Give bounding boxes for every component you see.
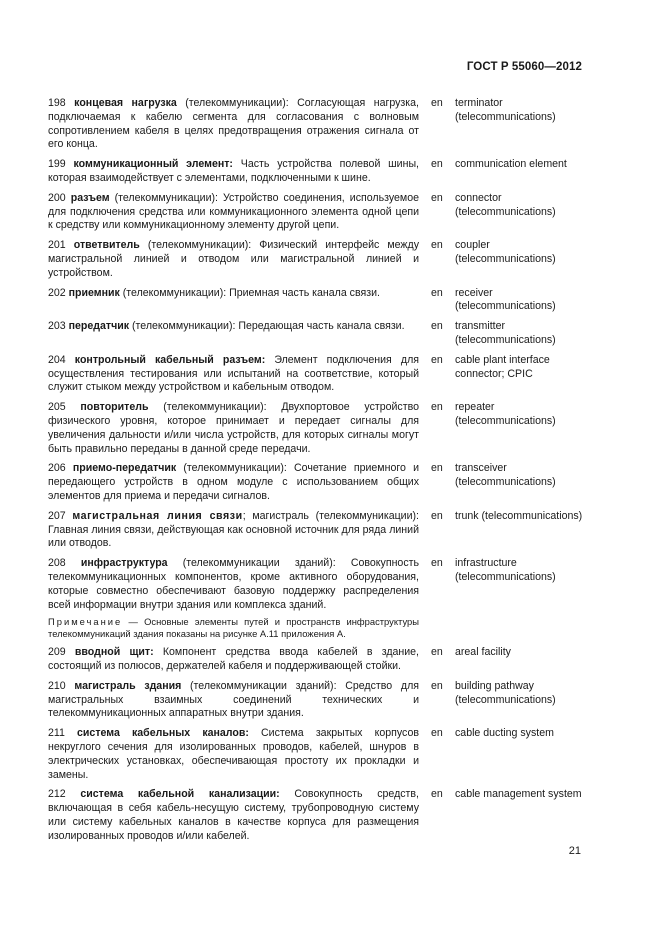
entry-note: [48, 616, 419, 640]
entry-lang: en: [431, 679, 443, 692]
entry-definition: (телекоммуникации): Двухпортовое устройство физического уровня, которое принимает и передает сигналы для увеличения дальности и/или числа устройств, для которых сигналы могут быть правильно переданы в данной среде передачи.: [48, 401, 419, 455]
entry-number: 212: [48, 788, 66, 801]
page-number: 21: [568, 845, 581, 857]
entry-term: коммуникационный элемент:: [73, 158, 233, 171]
entry-term: вводной щит:: [74, 646, 154, 659]
entry-number: 211: [48, 727, 65, 740]
entry-lang: en: [431, 727, 443, 740]
entry-english: repeater (telecommunications): [455, 401, 556, 427]
entry-term: система кабельных каналов:: [77, 727, 249, 740]
entry-number: 208: [48, 557, 66, 570]
entry-number: 207: [48, 509, 66, 522]
glossary-entry: [48, 239, 588, 280]
entry-definition: Часть устройства полевой шины, которая взаимодействует с элементами, подключенными к шине.: [48, 158, 419, 184]
entry-definition: Система закрытых корпусов некруглого сечения для изолированных проводов, кабелей, шнуров в электрических установках, обеспечивающая простоту их прокладки и замены.: [48, 727, 419, 781]
entry-number: 198: [48, 97, 66, 109]
entry-term: магистральная линия связи: [72, 509, 243, 522]
entry-english: coupler (telecommunications): [455, 239, 556, 265]
entry-number: 202: [48, 286, 66, 299]
entry-lang: en: [431, 158, 443, 171]
entry-lang: en: [431, 401, 443, 414]
entry-definition: Элемент подключения для осуществления тестирования или испытаний на соответствие, который служит стыком между устройством и кабельным отводом.: [48, 353, 419, 394]
entry-term: инфраструктура: [80, 557, 168, 570]
entry-number: 206: [48, 462, 66, 475]
entry-english: trunk (telecommunications): [455, 509, 583, 522]
entry-number: 200: [48, 191, 66, 204]
entry-lang: en: [431, 320, 443, 333]
entry-definition: (телекоммуникации): Сочетание приемного и передающего устройств в одном модуле с использованием общих элементов для приема и передачи сигналов.: [48, 462, 419, 502]
glossary-entry: [48, 680, 588, 721]
entry-lang: en: [431, 557, 443, 570]
entry-lang: en: [431, 353, 443, 366]
glossary-entries: [48, 97, 588, 844]
entry-term: разъем: [70, 191, 110, 204]
entry-definition: (телекоммуникации зданий): Средство для магистральных взаимных соединений технических и телекоммуникационных аппаратных внутри здания.: [48, 679, 419, 720]
document-id: ГОСТ Р 55060—2012: [466, 61, 582, 73]
entry-lang: en: [431, 191, 443, 204]
glossary-entry: [48, 320, 588, 348]
entry-english: cable management system: [455, 788, 582, 801]
glossary-entry: [48, 287, 588, 315]
glossary-entry: [48, 401, 588, 456]
entry-definition: Совокупность средств, включающая в себя кабель-несущую систему, трубопроводную систему или систему кабельных каналов в качестве корпуса для размещения изолированных проводов и/или кабелей.: [48, 788, 419, 842]
glossary-entry: [48, 557, 588, 640]
entry-lang: en: [431, 97, 443, 109]
glossary-entry: [48, 462, 588, 503]
entry-term: концевая нагрузка: [74, 97, 177, 109]
entry-number: 205: [48, 401, 66, 414]
entry-lang: en: [431, 788, 443, 801]
entry-term: передатчик: [68, 320, 130, 333]
entry-term: повторитель: [80, 401, 149, 414]
entry-lang: en: [431, 286, 443, 299]
entry-lang: en: [431, 509, 443, 522]
glossary-entry: [48, 192, 588, 233]
note-label: Примечание: [48, 616, 123, 628]
entry-definition: (телекоммуникации): Согласующая нагрузка, подключаемая к кабелю сегмента для согласования с волновым сопротивлением кабеля в целях предотвращения отражения сигнала от его конца.: [48, 97, 419, 151]
glossary-entry: [48, 727, 588, 782]
glossary-entry: [48, 510, 588, 551]
entry-english: communication element: [455, 158, 567, 171]
entry-english: infrastructure (telecommunications): [455, 557, 556, 583]
entry-lang: en: [431, 239, 443, 252]
glossary-entry: [48, 97, 588, 152]
note-text: — Основные элементы путей и пространств инфраструктуры телекоммуникаций здания показаны на рисунке А.11 приложения А.: [48, 616, 419, 640]
entry-english: transmitter (telecommunications): [455, 320, 556, 346]
entry-term: приемо-передатчик: [72, 462, 177, 475]
entry-number: 210: [48, 679, 66, 692]
entry-english: areal facility: [455, 646, 511, 659]
entry-english: transceiver (telecommunications): [455, 462, 556, 489]
entry-definition: (телекоммуникации): Физический интерфейс между магистральной линией и отводом или магистральной линией и устройством.: [48, 239, 419, 279]
glossary-entry: [48, 646, 588, 674]
entry-term: приемник: [68, 286, 120, 299]
entry-lang: en: [431, 646, 443, 659]
entry-lang: en: [431, 462, 443, 475]
glossary-entry: [48, 158, 588, 186]
entry-number: 203: [48, 320, 66, 333]
entry-number: 199: [48, 158, 66, 171]
entry-english: cable ducting system: [455, 727, 554, 740]
entry-english: terminator (telecommunications): [455, 97, 556, 123]
entry-english: connector (telecommunications): [455, 191, 556, 218]
entry-definition: (телекоммуникации): Приемная часть канала связи.: [119, 286, 380, 299]
entry-term: магистраль здания: [74, 679, 182, 692]
entry-english: cable plant interface connector; CPIC: [455, 353, 550, 380]
entry-number: 201: [48, 239, 66, 252]
entry-definition: ; магистраль (телекоммуникации): Главная линия связи, действующая как основной источник для ряда линий или отводов.: [48, 509, 419, 550]
entry-definition: Компонент средства ввода кабелей в здание, состоящий из полюсов, держателей кабеля и поддерживающей стойки.: [48, 646, 419, 673]
entry-term: контрольный кабельный разъем:: [74, 353, 266, 366]
entry-definition: (телекоммуникации): Устройство соединения, используемое для подключения средства или коммуникационного элемента одной цепи к средству или коммуникационному элементу другой цепи.: [48, 191, 419, 232]
entry-term: ответвитель: [73, 239, 140, 252]
entry-english: receiver (telecommunications): [455, 286, 556, 313]
entry-number: 209: [48, 646, 66, 659]
glossary-entry: [48, 788, 588, 843]
entry-number: 204: [48, 353, 66, 366]
entry-english: building pathway (telecommunications): [455, 679, 556, 706]
glossary-entry: [48, 354, 588, 395]
entry-term: система кабельной канализации:: [80, 788, 280, 801]
entry-definition: (телекоммуникации зданий): Совокупность телекоммуникационных компонентов, кроме активного оборудования, которые совместно обеспечивают базовую поддержку распределения всей информации внутри здания или комплекса зданий.: [48, 557, 419, 611]
entry-definition: (телекоммуникации): Передающая часть канала связи.: [129, 320, 405, 333]
